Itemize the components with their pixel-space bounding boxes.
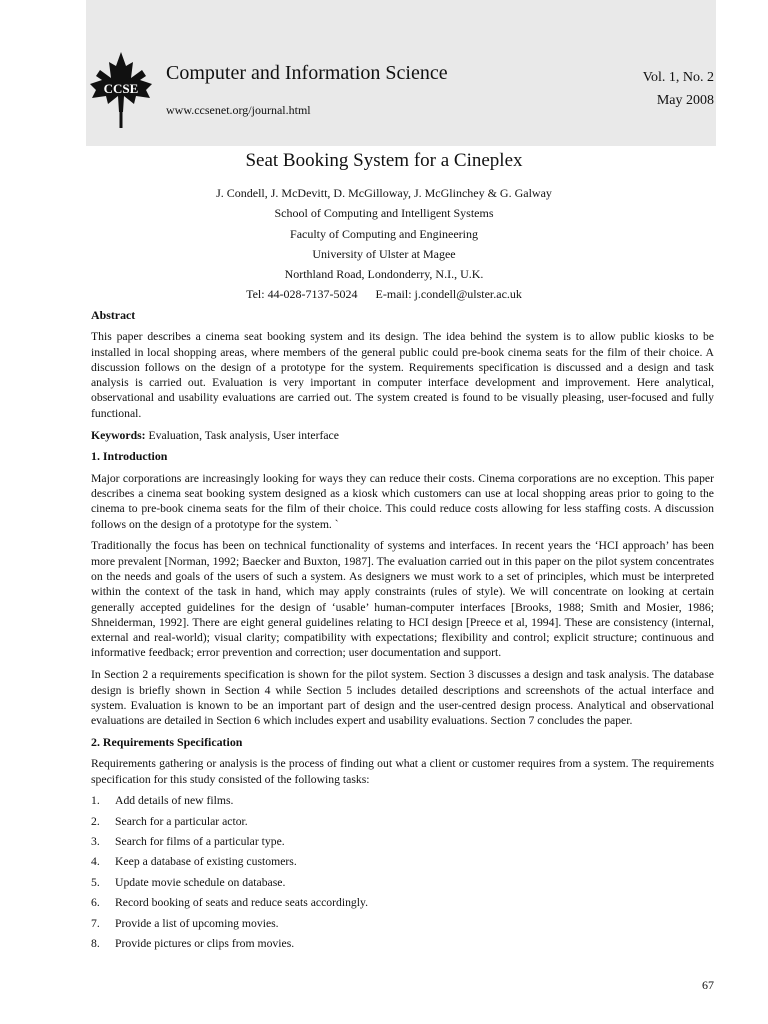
author-list: J. Condell, J. McDevitt, D. McGilloway, J. McGlinchey & G. Galway (216, 186, 552, 200)
list-number: 2. (91, 814, 100, 828)
volume-number: Vol. 1, No. 2 (642, 70, 714, 85)
abstract-text: This paper describes a cinema seat booking system and its design. The idea behind the system is to allow public kiosks to be installed in local shopping areas, where members of the general public could pre-book cinema seats for the film of their choice. A discussion follows on the design of a prototype for the system. Requirements specification is discussed and a design and task analysis is carried out. Evaluation is very important in computer interface development and improvement. Here analytical, observational and usability evaluations are carried out. The system created is found to be visually pleasing, user-focused and fully functional. (91, 330, 714, 420)
list-item (91, 814, 714, 829)
section-heading-requirements: 2. Requirements Specification (91, 734, 243, 749)
list-item (91, 875, 714, 890)
abstract-heading: Abstract (91, 308, 136, 322)
list-number: 4. (91, 855, 100, 869)
list-text: Provide pictures or clips from movies. (115, 937, 295, 951)
requirements-intro: Requirements gathering or analysis is the process of finding out what a client or customer requires from a system. The requirements specification for this study consisted of the following tasks: (91, 757, 714, 786)
list-number: 6. (91, 896, 100, 910)
list-text: Add details of new films. (115, 794, 234, 808)
keywords-text: Evaluation, Task analysis, User interface (145, 428, 339, 442)
list-item (91, 834, 714, 849)
affiliation-line: Faculty of Computing and Engineering (290, 227, 478, 241)
list-text: Record booking of seats and reduce seats accordingly. (115, 896, 369, 910)
affiliation-line: School of Computing and Intelligent Systems (274, 206, 494, 220)
list-text: Provide a list of upcoming movies. (115, 916, 279, 930)
journal-url[interactable]: www.ccsenet.org/journal.html (166, 103, 311, 117)
list-number: 5. (91, 875, 100, 889)
affiliation-line: Northland Road, Londonderry, N.I., U.K. (284, 267, 484, 281)
journal-title: Computer and Information Science (166, 62, 448, 84)
paper-title: Seat Booking System for a Cineplex (245, 150, 523, 171)
list-number: 8. (91, 937, 100, 951)
list-item (91, 854, 714, 869)
list-number: 3. (91, 835, 100, 849)
intro-paragraph: Major corporations are increasingly looking for ways they can reduce their costs. Cinema corporations are no exception. This paper describes a cinema seat booking system designed as a kiosk which customers can use at local shopping areas prior to going to the cinema to pre-book cinema seats for the film of their choice. This could reduce costs allowing for less staffing costs. A discussion follows on the design of a prototype for the system. ` (91, 471, 714, 531)
page-number: 67 (702, 978, 714, 992)
contact-line: Tel: 44-028-7137-5024 E-mail: j.condell@ulster.ac.uk (246, 287, 522, 301)
list-number: 1. (91, 794, 100, 808)
list-item (91, 793, 714, 808)
intro-paragraph: Traditionally the focus has been on technical functionality of systems and interfaces. In recent years the ‘HCI approach’ has been more prevalent [Norman, 1992; Baecker and Buxton, 1987]. The evaluation carried out in this paper on the pilot system concentrates on the needs and goals of the users of such a system. As designers we must work to a set of principles, which must be interpreted within the context of the task in hand, which may apply constraints (rules of style). We will concentrate on looking at certain generally accepted guidelines for the design of ‘usable’ human-computer interfaces [Brooks, 1988; Smith and Mosier, 1986; Shneiderman, 1992]. There are eight general guidelines relating to HCI design [Preece et al, 1994]. These are consistency (internal, external and real-world); visual clarity; compatibility with expectations; flexibility and control; explicit structure; continuous and informative feedback; error prevention and correction; user documentation and support. (91, 539, 714, 660)
list-item (91, 895, 714, 910)
publication-date: May 2008 (656, 93, 714, 108)
list-text: Search for films of a particular type. (115, 835, 285, 849)
list-item (91, 916, 714, 931)
list-item (91, 936, 714, 951)
list-number: 7. (91, 916, 100, 930)
section-heading-introduction: 1. Introduction (91, 449, 168, 464)
intro-paragraph: In Section 2 a requirements specification is shown for the pilot system. Section 3 discusses a design and task analysis. The database design is briefly shown in Section 4 while Section 5 includes detailed descriptions and screenshots of the actual interface and system. Evaluation is known to be an important part of design and the user-centred design process. Analytical and observational evaluations are detailed in Section 6 which includes expert and usability evaluations. Section 7 concludes the paper. (91, 668, 714, 728)
logo-text: CCSE (103, 81, 139, 96)
keywords-line (91, 428, 714, 443)
affiliation-line: University of Ulster at Magee (312, 247, 456, 261)
list-text: Update movie schedule on database. (115, 875, 286, 889)
list-text: Keep a database of existing customers. (115, 855, 297, 869)
paper-body (91, 308, 714, 956)
list-text: Search for a particular actor. (115, 814, 248, 828)
requirements-task-list (91, 793, 714, 951)
keywords-label: Keywords: (91, 428, 146, 442)
ccse-maple-leaf-logo (86, 50, 156, 130)
